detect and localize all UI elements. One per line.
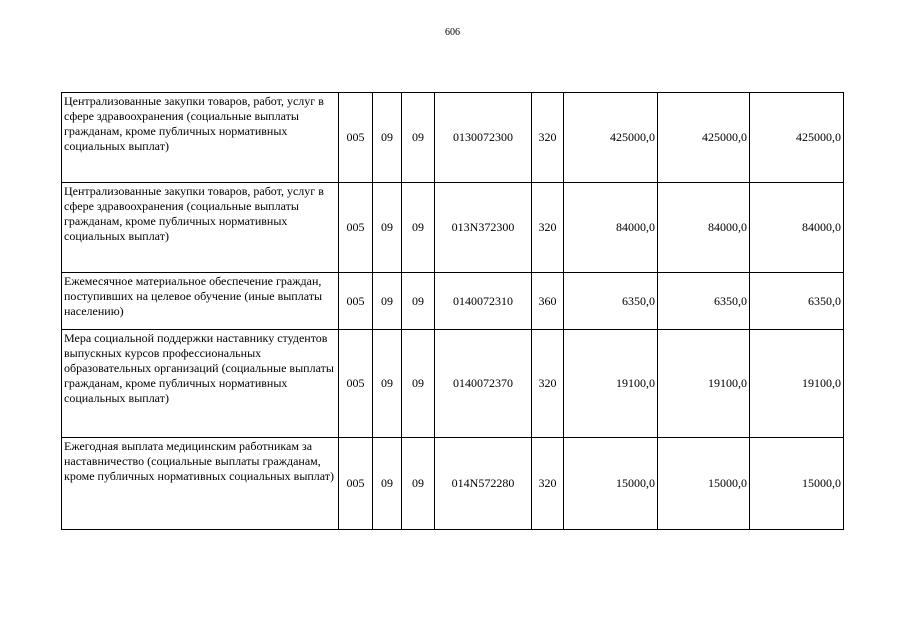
amount-3-cell: 6350,0 (750, 273, 844, 330)
expense-type-cell: 320 (532, 438, 564, 530)
amount-3-cell: 19100,0 (750, 330, 844, 438)
amount-3-cell: 425000,0 (750, 93, 844, 183)
row-name-cell: Мера социальной поддержки наставнику студентов выпускных курсов профессиональных образовательных организаций (социальные выплаты гражданам, кроме публичных нормативных социальных выплат) (62, 330, 339, 438)
table-row (62, 330, 844, 438)
amount-1-cell: 425000,0 (564, 93, 658, 183)
table-row (62, 273, 844, 330)
subsection-code-cell: 09 (402, 330, 435, 438)
row-name-cell: Централизованные закупки товаров, работ, услуг в сфере здравоохранения (социальные выплаты гражданам, кроме публичных нормативных социальных выплат) (62, 183, 339, 273)
amount-2-cell: 6350,0 (658, 273, 750, 330)
row-name-cell: Централизованные закупки товаров, работ, услуг в сфере здравоохранения (социальные выплаты гражданам, кроме публичных нормативных социальных выплат) (62, 93, 339, 183)
expense-type-cell: 320 (532, 183, 564, 273)
budget-table (61, 92, 844, 530)
section-code-cell: 09 (373, 438, 402, 530)
amount-3-cell: 84000,0 (750, 183, 844, 273)
amount-1-cell: 6350,0 (564, 273, 658, 330)
target-code-cell: 0130072300 (435, 93, 532, 183)
ministry-code-cell: 005 (339, 273, 373, 330)
target-code-cell: 0140072370 (435, 330, 532, 438)
target-code-cell: 014N572280 (435, 438, 532, 530)
ministry-code-cell: 005 (339, 93, 373, 183)
section-code-cell: 09 (373, 273, 402, 330)
target-code-cell: 013N372300 (435, 183, 532, 273)
table-row (62, 183, 844, 273)
target-code-cell: 0140072310 (435, 273, 532, 330)
expense-type-cell: 320 (532, 93, 564, 183)
ministry-code-cell: 005 (339, 183, 373, 273)
table-row (62, 93, 844, 183)
section-code-cell: 09 (373, 330, 402, 438)
amount-2-cell: 425000,0 (658, 93, 750, 183)
page-number: 606 (445, 27, 460, 38)
subsection-code-cell: 09 (402, 438, 435, 530)
table-row (62, 438, 844, 530)
expense-type-cell: 320 (532, 330, 564, 438)
amount-2-cell: 84000,0 (658, 183, 750, 273)
expense-type-cell: 360 (532, 273, 564, 330)
subsection-code-cell: 09 (402, 183, 435, 273)
section-code-cell: 09 (373, 93, 402, 183)
subsection-code-cell: 09 (402, 93, 435, 183)
subsection-code-cell: 09 (402, 273, 435, 330)
amount-3-cell: 15000,0 (750, 438, 844, 530)
amount-2-cell: 19100,0 (658, 330, 750, 438)
amount-1-cell: 84000,0 (564, 183, 658, 273)
section-code-cell: 09 (373, 183, 402, 273)
amount-1-cell: 19100,0 (564, 330, 658, 438)
ministry-code-cell: 005 (339, 438, 373, 530)
row-name-cell: Ежемесячное материальное обеспечение граждан, поступивших на целевое обучение (иные выплаты населению) (62, 273, 339, 330)
ministry-code-cell: 005 (339, 330, 373, 438)
amount-2-cell: 15000,0 (658, 438, 750, 530)
row-name-cell: Ежегодная выплата медицинским работникам за наставничество (социальные выплаты гражданам, кроме публичных нормативных социальных выплат) (62, 438, 339, 530)
amount-1-cell: 15000,0 (564, 438, 658, 530)
